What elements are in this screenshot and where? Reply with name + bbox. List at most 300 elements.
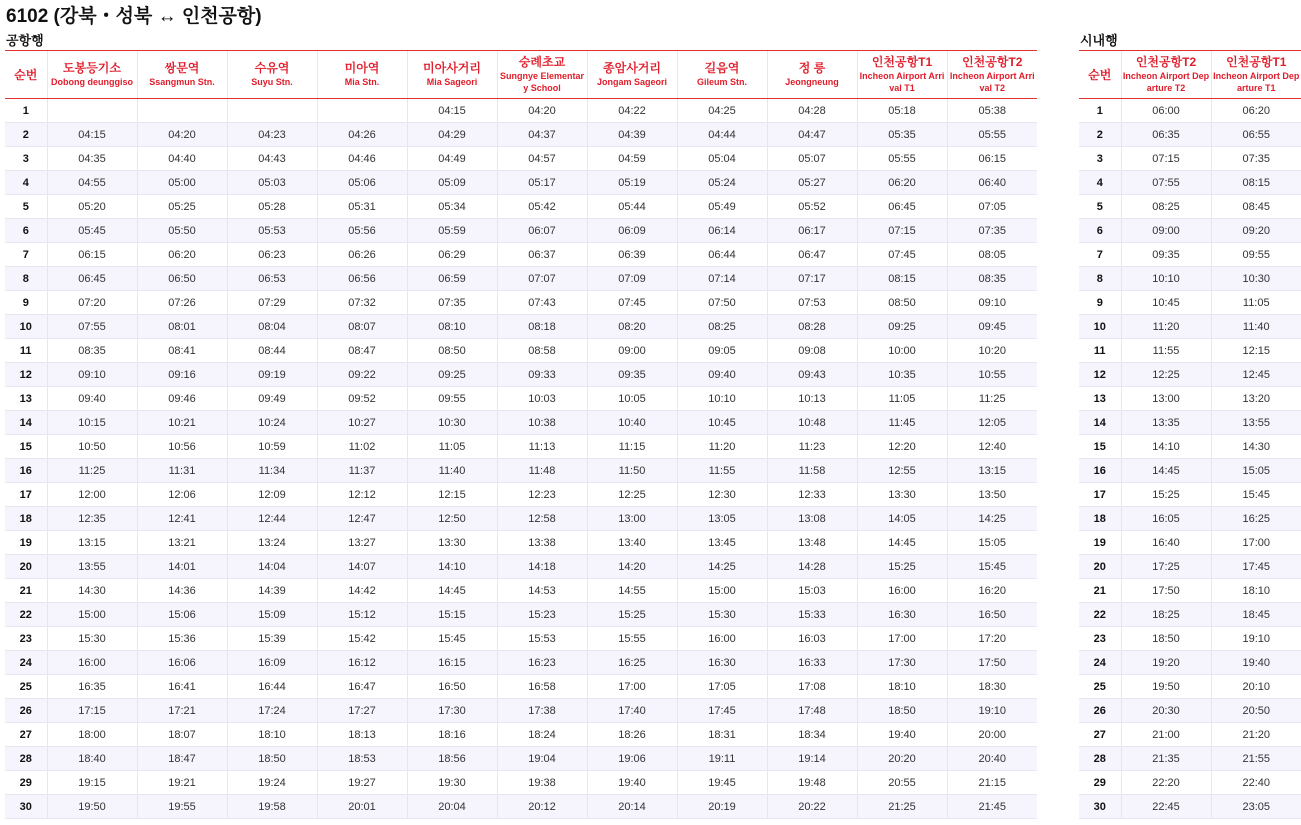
- table-row: [1079, 387, 1301, 411]
- departure-time: 10:10: [1121, 267, 1211, 291]
- departure-time: 16:44: [227, 675, 317, 699]
- departure-time: 15:09: [227, 603, 317, 627]
- departure-time: 06:59: [407, 267, 497, 291]
- departure-time: 08:10: [407, 315, 497, 339]
- departure-time: 08:25: [677, 315, 767, 339]
- departure-time: 12:45: [1211, 363, 1301, 387]
- departure-time: 06:15: [47, 243, 137, 267]
- stop-header: [317, 51, 407, 99]
- departure-time: 15:45: [1211, 483, 1301, 507]
- departure-time: 16:50: [407, 675, 497, 699]
- departure-time: 14:28: [767, 555, 857, 579]
- sequence-header: [5, 51, 47, 99]
- departure-time: 05:28: [227, 195, 317, 219]
- city-bound-section-title: 시내행: [1080, 33, 1118, 48]
- departure-time: 10:45: [677, 411, 767, 435]
- departure-time: 20:00: [947, 723, 1037, 747]
- airport-bound-table-body: [5, 99, 1037, 819]
- table-row: [5, 315, 1037, 339]
- table-row: [1079, 435, 1301, 459]
- departure-time: 05:49: [677, 195, 767, 219]
- departure-time: 05:38: [947, 99, 1037, 123]
- sequence-number: 13: [1079, 387, 1121, 411]
- departure-time: 12:33: [767, 483, 857, 507]
- departure-time: 09:22: [317, 363, 407, 387]
- sequence-number: 5: [5, 195, 47, 219]
- departure-time: 13:45: [677, 531, 767, 555]
- departure-time: 06:07: [497, 219, 587, 243]
- table-row: [5, 675, 1037, 699]
- departure-time: 11:55: [1121, 339, 1211, 363]
- stop-header: [497, 51, 587, 99]
- departure-time: 08:05: [947, 243, 1037, 267]
- departure-time: 21:35: [1121, 747, 1211, 771]
- departure-time: 09:08: [767, 339, 857, 363]
- departure-time: 10:15: [47, 411, 137, 435]
- departure-time: 12:58: [497, 507, 587, 531]
- departure-time: 17:00: [1211, 531, 1301, 555]
- stop-name-korean: 수유역: [254, 61, 290, 75]
- departure-time: 04:57: [497, 147, 587, 171]
- departure-time: 14:25: [947, 507, 1037, 531]
- departure-time: 16:09: [227, 651, 317, 675]
- departure-time: 07:35: [407, 291, 497, 315]
- sequence-number: 5: [1079, 195, 1121, 219]
- stop-header: [227, 51, 317, 99]
- departure-time: 13:40: [587, 531, 677, 555]
- departure-time: 04:15: [407, 99, 497, 123]
- sequence-number: 3: [5, 147, 47, 171]
- departure-time: 08:58: [497, 339, 587, 363]
- sequence-number: 30: [1079, 795, 1121, 819]
- departure-time: 13:30: [407, 531, 497, 555]
- departure-time: 10:48: [767, 411, 857, 435]
- sequence-number: 29: [1079, 771, 1121, 795]
- departure-time: 13:05: [677, 507, 767, 531]
- table-row: [5, 291, 1037, 315]
- stop-name-korean: 미아사거리: [423, 61, 481, 75]
- sequence-number: 4: [1079, 171, 1121, 195]
- departure-time: 14:36: [137, 579, 227, 603]
- departure-time: 17:30: [407, 699, 497, 723]
- sequence-number: 21: [1079, 579, 1121, 603]
- departure-time: 16:50: [947, 603, 1037, 627]
- departure-time: 04:28: [767, 99, 857, 123]
- departure-time: 17:00: [857, 627, 947, 651]
- sequence-number: 3: [1079, 147, 1121, 171]
- departure-time: 15:15: [407, 603, 497, 627]
- departure-time: 18:30: [947, 675, 1037, 699]
- departure-time: 10:56: [137, 435, 227, 459]
- departure-time: 10:27: [317, 411, 407, 435]
- departure-time: 10:40: [587, 411, 677, 435]
- sequence-number: 20: [5, 555, 47, 579]
- sequence-number: 19: [5, 531, 47, 555]
- sequence-number: 10: [5, 315, 47, 339]
- airport-bound-table-header: [5, 51, 1037, 99]
- city-bound-timetable: [1079, 50, 1301, 819]
- departure-time: [137, 99, 227, 123]
- departure-time: 04:47: [767, 123, 857, 147]
- departure-time: 19:55: [137, 795, 227, 819]
- table-row: [5, 219, 1037, 243]
- sequence-number: 7: [5, 243, 47, 267]
- departure-time: 20:04: [407, 795, 497, 819]
- sequence-number: 15: [1079, 435, 1121, 459]
- departure-time: 15:53: [497, 627, 587, 651]
- departure-time: 18:13: [317, 723, 407, 747]
- departure-time: 14:45: [407, 579, 497, 603]
- table-row: [5, 267, 1037, 291]
- departure-time: 14:25: [677, 555, 767, 579]
- departure-time: 07:50: [677, 291, 767, 315]
- sequence-number: 22: [1079, 603, 1121, 627]
- departure-time: 08:50: [857, 291, 947, 315]
- departure-time: 08:04: [227, 315, 317, 339]
- departure-time: 19:11: [677, 747, 767, 771]
- departure-time: 23:05: [1211, 795, 1301, 819]
- departure-time: 15:05: [947, 531, 1037, 555]
- departure-time: 19:30: [407, 771, 497, 795]
- stop-name-english: Sungnye Elementary School: [499, 71, 585, 93]
- departure-time: 18:47: [137, 747, 227, 771]
- departure-time: 07:15: [1121, 147, 1211, 171]
- departure-time: 20:14: [587, 795, 677, 819]
- table-row: [5, 795, 1037, 819]
- departure-time: 09:33: [497, 363, 587, 387]
- stop-name-korean: 인천공항T1: [1226, 55, 1287, 69]
- departure-time: 10:55: [947, 363, 1037, 387]
- departure-time: 11:48: [497, 459, 587, 483]
- departure-time: 07:32: [317, 291, 407, 315]
- departure-time: 07:53: [767, 291, 857, 315]
- stop-name-english: Incheon Airport Departure T1: [1213, 71, 1300, 93]
- departure-time: 17:50: [947, 651, 1037, 675]
- departure-time: 19:10: [1211, 627, 1301, 651]
- departure-time: 05:35: [857, 123, 947, 147]
- departure-time: 12:06: [137, 483, 227, 507]
- departure-time: 13:24: [227, 531, 317, 555]
- departure-time: 21:00: [1121, 723, 1211, 747]
- departure-time: 04:55: [47, 171, 137, 195]
- departure-time: 13:15: [47, 531, 137, 555]
- departure-time: 20:12: [497, 795, 587, 819]
- table-row: [1079, 507, 1301, 531]
- departure-time: 13:38: [497, 531, 587, 555]
- departure-time: 19:50: [1121, 675, 1211, 699]
- sequence-number: 18: [5, 507, 47, 531]
- departure-time: 05:44: [587, 195, 677, 219]
- stop-name-english: Mia Stn.: [344, 77, 380, 87]
- departure-time: 14:39: [227, 579, 317, 603]
- departure-time: 15:45: [947, 555, 1037, 579]
- departure-time: 05:52: [767, 195, 857, 219]
- table-row: [1079, 579, 1301, 603]
- departure-time: 15:36: [137, 627, 227, 651]
- sequence-header-label: 순번: [1088, 67, 1112, 82]
- stop-name-korean: 인천공항T2: [962, 55, 1023, 69]
- table-row: [5, 243, 1037, 267]
- table-row: [1079, 243, 1301, 267]
- departure-time: 16:30: [677, 651, 767, 675]
- sequence-number: 9: [1079, 291, 1121, 315]
- table-row: [5, 147, 1037, 171]
- departure-time: 19:20: [1121, 651, 1211, 675]
- departure-time: 10:21: [137, 411, 227, 435]
- stop-name-english: Suyu Stn.: [251, 77, 293, 87]
- departure-time: 12:30: [677, 483, 767, 507]
- departure-time: 04:23: [227, 123, 317, 147]
- sequence-number: 28: [1079, 747, 1121, 771]
- departure-time: 06:26: [317, 243, 407, 267]
- departure-time: 11:20: [677, 435, 767, 459]
- departure-time: 21:15: [947, 771, 1037, 795]
- departure-time: 17:27: [317, 699, 407, 723]
- departure-time: 07:55: [1121, 171, 1211, 195]
- departure-time: 13:20: [1211, 387, 1301, 411]
- table-row: [1079, 531, 1301, 555]
- stop-name-korean: 인천공항T1: [871, 55, 933, 69]
- table-row: [5, 435, 1037, 459]
- departure-time: 14:45: [857, 531, 947, 555]
- departure-time: 16:23: [497, 651, 587, 675]
- sequence-number: 30: [5, 795, 47, 819]
- departure-time: 08:47: [317, 339, 407, 363]
- stop-name-english: Gileum Stn.: [696, 77, 747, 87]
- departure-time: 16:03: [767, 627, 857, 651]
- departure-time: 18:10: [1211, 579, 1301, 603]
- departure-time: 17:25: [1121, 555, 1211, 579]
- departure-time: 10:50: [47, 435, 137, 459]
- departure-time: 08:35: [47, 339, 137, 363]
- stop-name-english: Jeongneung: [785, 77, 839, 87]
- departure-time: 20:30: [1121, 699, 1211, 723]
- table-row: [1079, 795, 1301, 819]
- departure-time: 09:40: [47, 387, 137, 411]
- departure-time: 12:55: [857, 459, 947, 483]
- departure-time: 09:10: [47, 363, 137, 387]
- departure-time: 06:20: [857, 171, 947, 195]
- sequence-number: 28: [5, 747, 47, 771]
- table-row: [1079, 675, 1301, 699]
- sequence-number: 10: [1079, 315, 1121, 339]
- sequence-number: 23: [5, 627, 47, 651]
- table-row: [1079, 771, 1301, 795]
- departure-time: 04:43: [227, 147, 317, 171]
- departure-time: 05:56: [317, 219, 407, 243]
- sequence-number: 13: [5, 387, 47, 411]
- departure-time: 05:27: [767, 171, 857, 195]
- departure-time: 19:04: [497, 747, 587, 771]
- departure-time: 04:49: [407, 147, 497, 171]
- departure-time: 11:05: [857, 387, 947, 411]
- departure-time: 13:15: [947, 459, 1037, 483]
- table-row: [5, 339, 1037, 363]
- departure-time: 06:44: [677, 243, 767, 267]
- departure-time: 17:45: [1211, 555, 1301, 579]
- departure-time: 05:24: [677, 171, 767, 195]
- sequence-header-label: 순번: [14, 67, 38, 82]
- departure-time: 05:09: [407, 171, 497, 195]
- departure-time: 18:25: [1121, 603, 1211, 627]
- departure-time: 17:45: [677, 699, 767, 723]
- departure-time: 05:42: [497, 195, 587, 219]
- page-title: 6102 (강북・성북 ↔ 인천공항): [6, 6, 262, 27]
- departure-time: 19:14: [767, 747, 857, 771]
- sequence-number: 2: [1079, 123, 1121, 147]
- table-row: [5, 603, 1037, 627]
- stop-name-korean: 종암사거리: [603, 61, 661, 75]
- departure-time: 15:25: [587, 603, 677, 627]
- departure-time: 17:24: [227, 699, 317, 723]
- departure-time: 09:25: [407, 363, 497, 387]
- departure-time: 08:25: [1121, 195, 1211, 219]
- departure-time: 21:55: [1211, 747, 1301, 771]
- departure-time: 05:17: [497, 171, 587, 195]
- departure-time: 13:50: [947, 483, 1037, 507]
- departure-time: 05:34: [407, 195, 497, 219]
- sequence-number: 8: [1079, 267, 1121, 291]
- departure-time: 20:50: [1211, 699, 1301, 723]
- stop-header: [677, 51, 767, 99]
- departure-time: 15:05: [1211, 459, 1301, 483]
- departure-time: 22:40: [1211, 771, 1301, 795]
- departure-time: 15:25: [1121, 483, 1211, 507]
- sequence-number: 8: [5, 267, 47, 291]
- table-row: [1079, 363, 1301, 387]
- departure-time: 11:37: [317, 459, 407, 483]
- sequence-number: 14: [1079, 411, 1121, 435]
- sequence-number: 1: [5, 99, 47, 123]
- table-row: [1079, 99, 1301, 123]
- departure-time: 08:20: [587, 315, 677, 339]
- table-row: [1079, 459, 1301, 483]
- departure-time: [227, 99, 317, 123]
- departure-time: 17:21: [137, 699, 227, 723]
- departure-time: 13:30: [857, 483, 947, 507]
- departure-time: 18:56: [407, 747, 497, 771]
- sequence-header: [1079, 51, 1121, 99]
- departure-time: 19:38: [497, 771, 587, 795]
- stop-name-english: Incheon Airport Arrival T2: [949, 71, 1035, 93]
- table-row: [1079, 171, 1301, 195]
- sequence-number: 1: [1079, 99, 1121, 123]
- stop-name-english: Jongam Sageori: [596, 77, 668, 87]
- departure-time: 06:37: [497, 243, 587, 267]
- departure-time: 06:45: [857, 195, 947, 219]
- departure-time: 14:05: [857, 507, 947, 531]
- stop-header: [407, 51, 497, 99]
- departure-time: 18:34: [767, 723, 857, 747]
- table-row: [1079, 291, 1301, 315]
- departure-time: 09:10: [947, 291, 1037, 315]
- departure-time: 14:30: [47, 579, 137, 603]
- stop-header: [137, 51, 227, 99]
- departure-time: 18:00: [47, 723, 137, 747]
- departure-time: 09:19: [227, 363, 317, 387]
- departure-time: 06:39: [587, 243, 677, 267]
- departure-time: 09:00: [1121, 219, 1211, 243]
- sequence-number: 14: [5, 411, 47, 435]
- departure-time: 11:05: [1211, 291, 1301, 315]
- stop-name-english: Incheon Airport Arrival T1: [859, 71, 945, 93]
- departure-time: 05:00: [137, 171, 227, 195]
- departure-time: 19:50: [47, 795, 137, 819]
- departure-time: 09:25: [857, 315, 947, 339]
- stop-name-korean: 숭례초교: [518, 55, 566, 69]
- sequence-number: 25: [1079, 675, 1121, 699]
- sequence-number: 16: [1079, 459, 1121, 483]
- departure-time: 04:25: [677, 99, 767, 123]
- departure-time: 19:58: [227, 795, 317, 819]
- departure-time: 12:41: [137, 507, 227, 531]
- sequence-number: 24: [1079, 651, 1121, 675]
- departure-time: 09:55: [407, 387, 497, 411]
- departure-time: 04:46: [317, 147, 407, 171]
- departure-time: 10:35: [857, 363, 947, 387]
- sequence-number: 15: [5, 435, 47, 459]
- departure-time: 06:17: [767, 219, 857, 243]
- departure-time: 11:40: [1211, 315, 1301, 339]
- sequence-number: 22: [5, 603, 47, 627]
- departure-time: 07:05: [947, 195, 1037, 219]
- departure-time: 15:06: [137, 603, 227, 627]
- departure-time: 15:12: [317, 603, 407, 627]
- table-row: [5, 627, 1037, 651]
- table-row: [1079, 411, 1301, 435]
- table-row: [5, 555, 1037, 579]
- departure-time: 05:19: [587, 171, 677, 195]
- sequence-number: 29: [5, 771, 47, 795]
- stop-name-korean: 도봉등기소: [63, 61, 121, 75]
- departure-time: 17:00: [587, 675, 677, 699]
- departure-time: 09:49: [227, 387, 317, 411]
- departure-time: 15:39: [227, 627, 317, 651]
- departure-time: 19:10: [947, 699, 1037, 723]
- departure-time: 17:38: [497, 699, 587, 723]
- sequence-number: 25: [5, 675, 47, 699]
- departure-time: 10:00: [857, 339, 947, 363]
- departure-time: 04:44: [677, 123, 767, 147]
- departure-time: 06:55: [1211, 123, 1301, 147]
- departure-time: 08:01: [137, 315, 227, 339]
- departure-time: 14:53: [497, 579, 587, 603]
- departure-time: 16:00: [47, 651, 137, 675]
- departure-time: 07:45: [857, 243, 947, 267]
- table-row: [1079, 267, 1301, 291]
- stop-name-english: Incheon Airport Departure T2: [1122, 71, 1210, 93]
- departure-time: 12:44: [227, 507, 317, 531]
- departure-time: 06:47: [767, 243, 857, 267]
- departure-time: 14:01: [137, 555, 227, 579]
- departure-time: 16:25: [1211, 507, 1301, 531]
- departure-time: 18:40: [47, 747, 137, 771]
- sequence-number: 11: [1079, 339, 1121, 363]
- departure-time: 15:00: [677, 579, 767, 603]
- departure-time: 04:37: [497, 123, 587, 147]
- departure-time: 05:31: [317, 195, 407, 219]
- departure-time: 16:06: [137, 651, 227, 675]
- sequence-number: 19: [1079, 531, 1121, 555]
- departure-time: 13:48: [767, 531, 857, 555]
- departure-time: 08:28: [767, 315, 857, 339]
- departure-time: 20:40: [947, 747, 1037, 771]
- departure-time: 12:50: [407, 507, 497, 531]
- departure-time: 12:25: [1121, 363, 1211, 387]
- departure-time: 12:25: [587, 483, 677, 507]
- departure-time: 13:08: [767, 507, 857, 531]
- departure-time: 16:25: [587, 651, 677, 675]
